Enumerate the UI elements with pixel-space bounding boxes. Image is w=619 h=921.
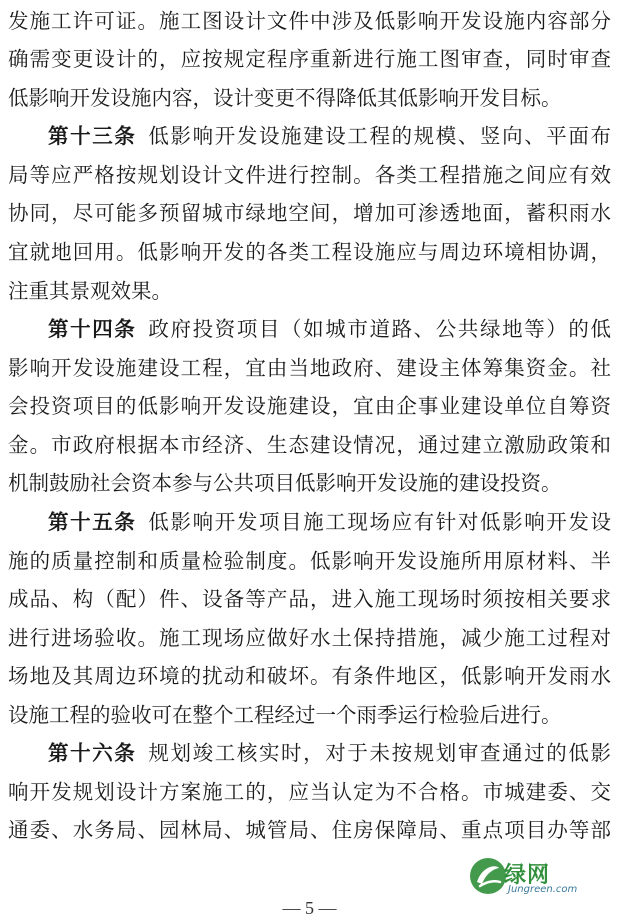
text-line: 会投资项目的低影响开发设施建设，宜由企事业建设单位自筹资 (8, 394, 611, 418)
leaf-swirl-icon (468, 856, 508, 896)
site-watermark (468, 856, 608, 900)
article-15-heading: 第十五条 (48, 510, 137, 534)
article-14-first-line (48, 314, 611, 344)
text-line: 机制鼓励社会资本参与公共项目低影响开发设施的建设投资。 (8, 471, 562, 495)
text-line: 宜就地回用。低影响开发的各类工程设施应与周边环境相协调， (8, 240, 611, 264)
text-line: 注重其景观效果。 (8, 279, 172, 303)
article-16-heading: 第十六条 (48, 741, 137, 765)
text-line: 低影响开发设施内容，设计变更不得降低其低影响开发目标。 (8, 86, 562, 110)
text-line: 局等应严格按规划设计文件进行控制。各类工程措施之间应有效 (8, 163, 611, 187)
text-line: 施的质量控制和质量检验制度。低影响开发设施所用原材料、半 (8, 549, 611, 573)
watermark-url: Jungreen.com (508, 884, 578, 895)
article-16-first-line (48, 738, 611, 768)
article-13-heading: 第十三条 (48, 124, 137, 148)
text-line: 低影响开发设施建设工程的规模、竖向、平面布 (148, 124, 612, 148)
text-line: 响开发规划设计方案施工的，应当认定为不合格。市城建委、交 (8, 780, 611, 804)
text-line: 通委、水务局、园林局、城管局、住房保障局、重点项目办等部 (8, 818, 611, 842)
text-line: 设施工程的验收可在整个工程经过一个雨季运行检验后进行。 (8, 703, 562, 727)
text-line: 确需变更设计的，应按规定程序重新进行施工图审查，同时审查 (8, 47, 611, 71)
text-line: 规划竣工核实时，对于未按规划审查通过的低影 (148, 741, 612, 765)
text-line: 金。市政府根据本市经济、生态建设情况，通过建立激励政策和 (8, 433, 611, 457)
text-line: 影响开发设施建设工程，宜由当地政府、建设主体筹集资金。社 (8, 356, 611, 380)
text-line: 发施工许可证。施工图设计文件中涉及低影响开发设施内容部分 (8, 9, 611, 33)
text-line: 场地及其周边环境的扰动和破坏。有条件地区，低影响开发雨水 (8, 664, 611, 688)
article-15-first-line (48, 507, 611, 537)
text-line: 成品、构（配）件、设备等产品，进入施工现场时须按相关要求 (8, 587, 611, 611)
article-13-first-line (48, 121, 611, 151)
text-line: 进行进场验收。施工现场应做好水土保持措施，减少施工过程对 (8, 626, 611, 650)
text-line: 低影响开发项目施工现场应有针对低影响开发设 (148, 510, 612, 534)
text-line: 政府投资项目（如城市道路、公共绿地等）的低 (148, 317, 612, 341)
page-number: — 5 — (282, 898, 337, 918)
text-line: 协同，尽可能多预留城市绿地空间，增加可渗透地面，蓄积雨水 (8, 201, 611, 225)
watermark-name: 绿网 (504, 863, 551, 888)
article-14-heading: 第十四条 (48, 317, 137, 341)
